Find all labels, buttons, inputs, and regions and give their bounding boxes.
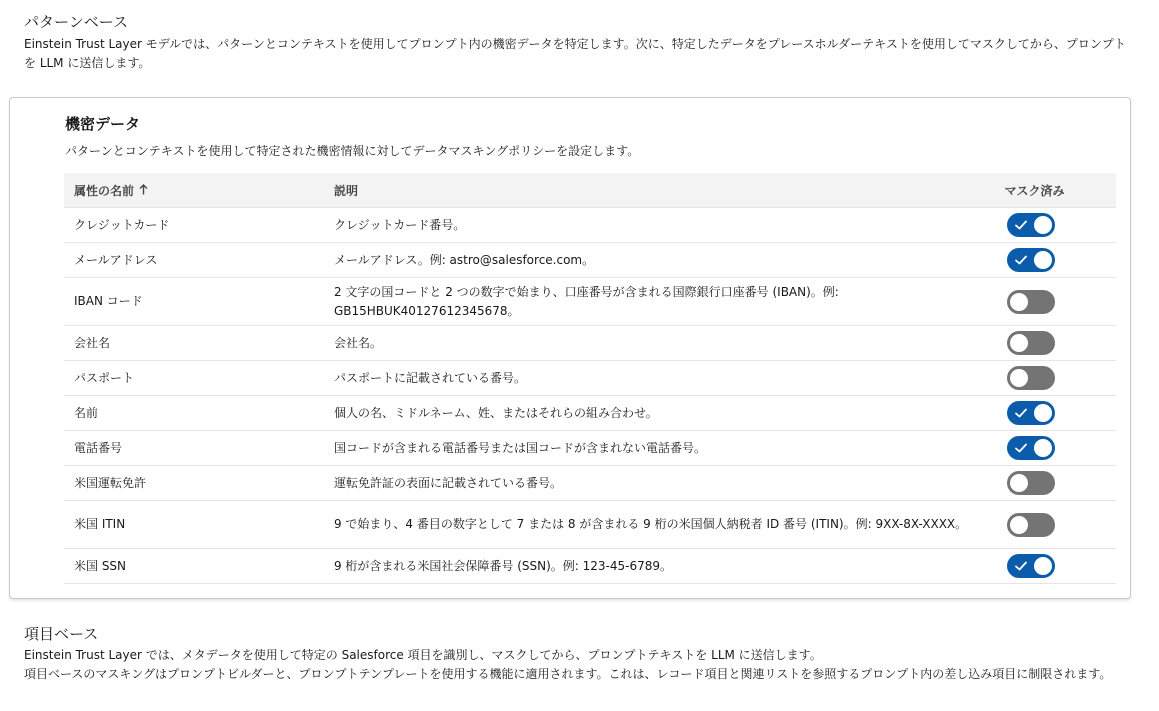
row-description: 9 桁が含まれる米国社会保障番号 (SSN)。例: 123-45-6789。 [324,549,987,584]
row-description: パスポートに記載されている番号。 [324,361,987,396]
row-description: 運転免許証の表面に記載されている番号。 [324,466,987,501]
toggle-knob [1010,369,1028,387]
row-masked-cell [987,501,1116,549]
mask-toggle[interactable] [1007,401,1055,425]
arrow-up-icon[interactable] [139,184,148,198]
row-description: 会社名。 [324,326,987,361]
row-masked-cell [987,396,1116,431]
pattern-section-title: パターンベース [24,13,128,31]
pattern-section-description: Einstein Trust Layer モデルでは、パターンとコンテキストを使用してプロンプト内の機密データを特定します。次に、特定したデータをプレースホルダーテキストを使用してマスクしてから、プロンプトを LLM に送信します。 [24,37,1126,70]
table-row [64,326,1116,361]
row-masked-cell [987,431,1116,466]
field-section-description: Einstein Trust Layer では、メタデータを使用して特定の Salesforce 項目を識別し、マスクしてから、プロンプトテキストを LLM に送信します。 項目ベースのマスキングはプロンプトビルダーと、プロンプトテンプレートを使用する機能に適用されます。これは、レコード項目と関連リストを参照するプロンプト内の差し込み項目に制限されます。 [24,648,1112,681]
field-section-title: 項目ベース [24,625,99,643]
row-attribute-name: IBAN コード [64,278,324,326]
toggle-knob [1034,404,1052,422]
row-description: 9 で始まり、4 番目の数字として 7 または 8 が含まれる 9 桁の米国個人納税者 ID 番号 (ITIN)。例: 9XX-8X-XXXX。 [324,501,987,549]
table-row [64,278,1116,326]
mask-toggle[interactable] [1007,471,1055,495]
sensitive-data-table [64,173,1116,584]
card-description: パターンとコンテキストを使用して特定された機密情報に対してデータマスキングポリシーを設定します。 [65,144,640,158]
table-row [64,466,1116,501]
mask-toggle[interactable] [1007,554,1055,578]
checkmark-icon [1014,441,1028,455]
table-row [64,431,1116,466]
mask-toggle[interactable] [1007,331,1055,355]
mask-toggle[interactable] [1007,248,1055,272]
row-masked-cell [987,361,1116,396]
row-description: メールアドレス。例: astro@salesforce.com。 [324,243,987,278]
table-row [64,208,1116,243]
column-header-description: 説明 [324,173,987,208]
row-attribute-name: 会社名 [64,326,324,361]
row-masked-cell [987,326,1116,361]
toggle-knob [1010,516,1028,534]
column-header-masked: マスク済み [987,173,1116,208]
toggle-knob [1010,334,1028,352]
table-row [64,361,1116,396]
card-title: 機密データ [65,115,141,133]
row-attribute-name: 米国 SSN [64,549,324,584]
toggle-knob [1034,439,1052,457]
row-attribute-name: パスポート [64,361,324,396]
row-attribute-name: クレジットカード [64,208,324,243]
row-masked-cell [987,243,1116,278]
row-attribute-name: 米国 ITIN [64,501,324,549]
row-description: クレジットカード番号。 [324,208,987,243]
table-row [64,243,1116,278]
mask-toggle[interactable] [1007,213,1055,237]
checkmark-icon [1014,253,1028,267]
sensitive-data-card [9,97,1131,599]
mask-toggle[interactable] [1007,436,1055,460]
checkmark-icon [1014,218,1028,232]
toggle-knob [1034,251,1052,269]
mask-toggle[interactable] [1007,513,1055,537]
table-row [64,396,1116,431]
column-header-name[interactable] [64,173,324,208]
row-attribute-name: 米国運転免許 [64,466,324,501]
column-header-name-label: 属性の名前 [74,183,135,198]
checkmark-icon [1014,406,1028,420]
mask-toggle[interactable] [1007,366,1055,390]
checkmark-icon [1014,559,1028,573]
table-row [64,549,1116,584]
toggle-knob [1010,474,1028,492]
toggle-knob [1034,216,1052,234]
row-attribute-name: メールアドレス [64,243,324,278]
row-description: 国コードが含まれる電話番号または国コードが含まれない電話番号。 [324,431,987,466]
row-attribute-name: 名前 [64,396,324,431]
table-header-row [64,173,1116,208]
toggle-knob [1034,557,1052,575]
table-row [64,501,1116,549]
row-description: 2 文字の国コードと 2 つの数字で始まり、口座番号が含まれる国際銀行口座番号 (IBAN)。例: GB15HBUK40127612345678。 [324,278,987,326]
row-masked-cell [987,278,1116,326]
row-masked-cell [987,466,1116,501]
row-masked-cell [987,549,1116,584]
toggle-knob [1010,293,1028,311]
row-description: 個人の名、ミドルネーム、姓、またはそれらの組み合わせ。 [324,396,987,431]
row-attribute-name: 電話番号 [64,431,324,466]
row-masked-cell [987,208,1116,243]
mask-toggle[interactable] [1007,290,1055,314]
